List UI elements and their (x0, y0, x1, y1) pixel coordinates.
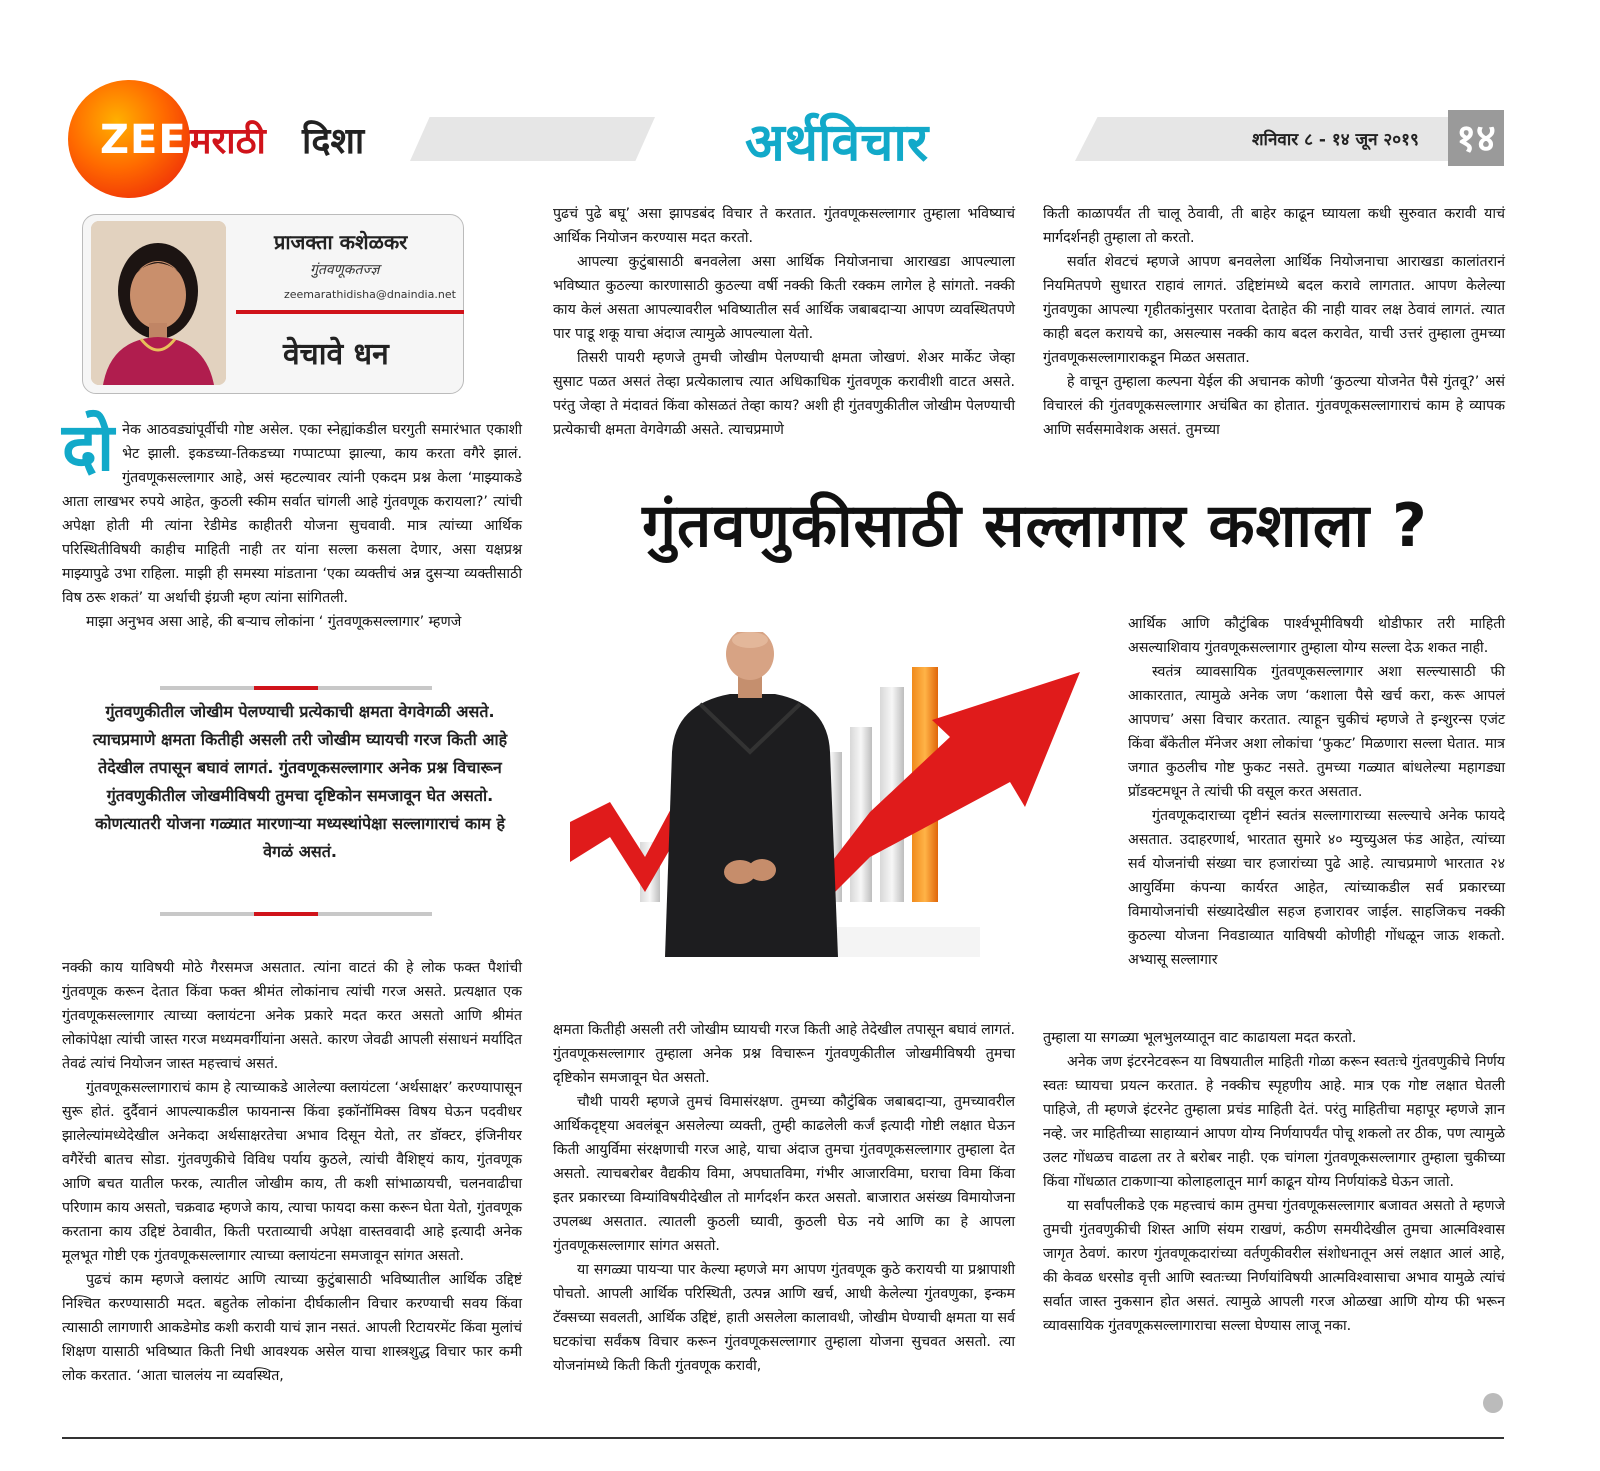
paragraph: या सर्वांपलीकडे एक महत्त्वाचं काम तुमचा गुंतवणूकसल्लागार बजावत असतो ते म्हणजे तुमची गुंतवणुकीची शिस्त आणि संयम राखणं, कठीण समयीदेखील तुमचा आत्मविश्वास जागृत ठेवणं. कारण गुंतवणूकदारांच्या वर्तणुकीवरील संशोधनातून असं लक्षात आलं आहे, की केवळ धरसोड वृत्ती आणि स्वतःच्या निर्णयांविषयी आत्मविश्वासाचा अभाव यामुळे त्यांचं सर्वात जास्त नुकसान होत असतं. त्यामुळे आपली गरज ओळखा आणि योग्य फी भरून व्यावसायिक गुंतवणूकसल्लागाराचा सल्ला घेण्यास लाजू नका. (1043, 1198, 1505, 1334)
header-band-left (410, 117, 655, 161)
col2-top-text (553, 202, 1015, 442)
paragraph: गुंतवणूकदाराच्या दृष्टीनं स्वतंत्र सल्लागाराच्या सल्ल्याचे अनेक फायदे असतात. उदाहरणार्थ, भारतात सुमारे ४० म्युच्युअल फंड आहेत, त्यांच्या सर्व योजनांची संख्या चार हजारांच्या पुढे आहे. त्याचप्रमाणे भारतात २४ आयुर्विमा कंपन्या कार्यरत आहेत, त्यांच्याकडील सर्व प्रकारच्या विमायोजनांची संख्यादेखील सहज हजारावर जाईल. साहजिकच नक्की कुठल्या योजना निवडाव्यात याविषयी कोणीही गोंधळून जाऊ शकतो. अभ्यासू सल्लागार (1128, 808, 1505, 968)
page-number: १४ (1448, 110, 1504, 166)
paragraph: आपल्या कुटुंबासाठी बनवलेला असा आर्थिक नियोजनाचा आराखडा आपल्याला भविष्यात कुठल्या कारणासाठी कुठल्या वर्षी नक्की किती रक्कम लागेल हे सांगतो. नक्की काय केलं असता आपल्यावरील भविष्यातील सर्व आर्थिक जबाबदाऱ्या आपण व्यवस्थितपणे पार पाडू शकू याचा अंदाज त्यामुळे आपल्याला येतो. (553, 254, 1015, 342)
paragraph: किती काळापर्यंत ती चालू ठेवावी, ती बाहेर काढून घ्यायला कधी सुरुवात करावी याचं मार्गदर्शनही तुम्हाला तो करतो. (1043, 206, 1505, 246)
section-title: अर्थविचार (745, 113, 929, 173)
author-name: प्राजक्ता कशेळकर (274, 230, 408, 254)
drop-cap: दो (62, 409, 115, 486)
paragraph: पुढचं काम म्हणजे क्लायंट आणि त्याच्या कुटुंबासाठी भविष्यातील आर्थिक उद्दिष्टं निश्चित करण्यासाठी मदत. बहुतेक लोकांना दीर्घकालीन विचार करण्याची सवय किंवा त्यासाठी लागणारी आकडेमोड कशी करावी याचं ज्ञान नसतं. आपली रिटायरमेंट किंवा मुलांचं शिक्षण यासाठी भविष्यात किती निधी आवश्यक असेल याचा शास्त्रशुद्ध विचार फार कमी लोक करतात. ‘आता चाललंय ना व्यवस्थित, (62, 1272, 522, 1384)
author-photo (91, 221, 226, 385)
paragraph: माझा अनुभव असा आहे, की बऱ्याच लोकांना ‘ गुंतवणूकसल्लागार’ म्हणजे (86, 614, 462, 630)
paragraph: तुम्हाला या सगळ्या भूलभुलय्यातून वाट काढायला मदत करतो. (1043, 1030, 1357, 1046)
end-marker-dot (1483, 1393, 1503, 1413)
paragraph: चौथी पायरी म्हणजे तुमचं विमासंरक्षण. तुमच्या कौटुंबिक जबाबदाऱ्या, तुमच्यावरील आर्थिकदृष्ट्या अवलंबून असलेल्या व्यक्ती, तुम्ही काढलेली कर्जं इत्यादी गोष्टी लक्षात घेऊन किती आयुर्विमा संरक्षणाची गरज आहे, याचा अंदाज तुमचा गुंतवणूकसल्लागार तुम्हाला देत असतो. त्याचबरोबर वैद्यकीय विमा, अपघातविमा, गंभीर आजारविमा, घराचा विमा किंवा इतर प्रकारच्या विम्यांविषयीदेखील तो मार्गदर्शन करत असतो. बाजारात असंख्य विमायोजना उपलब्ध असतात. त्यातली कुठली घ्यावी, कुठली घेऊ नये आणि का हे आपला गुंतवणूकसल्लागार सांगत असतो. (553, 1094, 1015, 1254)
issue-date: शनिवार ८ - १४ जून २०१९ (1252, 130, 1419, 150)
pullquote-accent-bottom (254, 912, 318, 916)
column-name: वेचावे धन (283, 337, 389, 372)
brand-logo-zee: ZEE (100, 117, 187, 163)
author-email[interactable]: zeemarathidisha@dnaindia.net (284, 288, 456, 301)
paragraph (62, 409, 522, 610)
col2-bottom-text (553, 1018, 1015, 1378)
pullquote-accent-top (254, 686, 318, 690)
article-illustration (570, 632, 1085, 957)
author-divider (236, 310, 464, 314)
page-bottom-rule (62, 1437, 1504, 1439)
paragraph: या सगळ्या पायऱ्या पार केल्या म्हणजे मग आपण गुंतवणूक कुठे करायची या प्रश्नापाशी पोचतो. आपली आर्थिक परिस्थिती, उत्पन्न आणि खर्च, आधी केलेल्या गुंतवणुका, इन्कम टॅक्सच्या सवलती, आर्थिक उद्दिष्टं, हाती असलेला कालावधी, जोखीम घेण्याची क्षमता या सर्व घटकांचा सर्वंकष विचार करून गुंतवणूकसल्लागार तुम्हाला योजना सुचवत असतो. त्या योजनांमध्ये किती किती गुंतवणूक करावी, (553, 1262, 1015, 1374)
paragraph: स्वतंत्र व्यावसायिक गुंतवणूकसल्लागार अशा सल्ल्यासाठी फी आकारतात, त्यामुळे अनेक जण ‘कशाला पैसे खर्च करा, करू आपलं आपणच’ असा विचार करतात. त्याहून चुकीचं म्हणजे ते इन्शुरन्स एजंट किंवा बँकेतील मॅनेजर अशा लोकांचा ‘फुकट’ मिळणारा सल्ला घेतात. मात्र जगात कुठलीच गोष्ट फुकट नसते. तुमच्या गळ्यात बांधलेल्या महागड्या प्रॉडक्टमधून ते त्यांची फी वसूल करत असतात. (1128, 664, 1505, 800)
col1-top-text (62, 409, 522, 634)
article-headline: गुंतवणुकीसाठी सल्लागार कशाला ? (642, 491, 1428, 561)
brand-logo-disha: दिशा (302, 121, 365, 162)
col3-bottom-text (1128, 612, 1505, 972)
paragraph: आर्थिक आणि कौटुंबिक पार्श्वभूमीविषयी थोडीफार तरी माहिती असल्याशिवाय गुंतवणूकसल्लागार तुम्हाला योग्य सल्ला देऊ शकत नाही. (1128, 616, 1505, 656)
paragraph: क्षमता कितीही असली तरी जोखीम घ्यायची गरज किती आहे तेदेखील तपासून बघावं लागतं. गुंतवणूकसल्लागार तुम्हाला अनेक प्रश्न विचारून गुंतवणुकीतील जोखमीविषयी तुमचा दृष्टिकोन समजावून घेत असतो. (553, 1022, 1015, 1086)
col1-bottom-text (62, 956, 522, 1388)
paragraph: सर्वात शेवटचं म्हणजे आपण बनवलेला आर्थिक नियोजनाचा आराखडा कालांतरानं नियमितपणे सुधारत राहावं लागतं. उद्दिष्टांमध्ये बदल करावे लागतात. आपण केलेल्या गुंतवणुका आपल्या गृहीतकांनुसार परतावा देताहेत की नाही यावर लक्ष ठेवावं लागतं. त्यात काही बदल करायचे का, असल्यास नक्की काय बदल करावेत, याची उत्तरं तुम्हाला तुमच्या गुंतवणूकसल्लागाराकडून मिळत असतात. (1043, 254, 1505, 366)
brand-logo-marathi: मराठी (190, 121, 266, 162)
author-role: गुंतवणूकतज्ज्ञ (310, 262, 380, 278)
paragraph: अनेक जण इंटरनेटवरून या विषयातील माहिती गोळा करून स्वतःचे गुंतवणुकीचे निर्णय स्वतः घ्यायचा प्रयत्न करतात. हे नक्कीच स्पृहणीय आहे. मात्र एक गोष्ट लक्षात घेतली पाहिजे, ती म्हणजे इंटरनेट तुम्हाला प्रचंड माहिती देतं. परंतु माहितीचा महापूर म्हणजे ज्ञान नव्हे. जर माहितीच्या साहाय्यानं आपण योग्य निर्णयापर्यंत पोचू शकलो तर ठीक, पण त्यामुळे उलट गोंधळच वाढला तर ते बरोबर नाही. एक चांगला गुंतवणूकसल्लागार तुम्हाला चुकीच्या किंवा गोंधळात टाकणाऱ्या कोलाहलातून मार्ग काढून योग्य निर्णयांकडे घेऊन जातो. (1043, 1054, 1505, 1190)
paragraph: गुंतवणूकसल्लागाराचं काम हे त्याच्याकडे आलेल्या क्लायंटला ‘अर्थसाक्षर’ करण्यापासून सुरू होतं. दुर्दैवानं आपल्याकडील फायनान्स किंवा इकॉनॉमिक्स विषय घेऊन पदवीधर झालेल्यांमध्येदेखील अनेकदा अर्थसाक्षरतेचा अभाव दिसून येतो, तर डॉक्टर, इंजिनीयर वगैरेंची बातच सोडा. गुंतवणुकीचे विविध पर्याय कुठले, त्यांची वैशिष्ट्यं काय, गुंतवणूक आणि बचत यातील फरक, त्यातील जोखीम काय, ती कशी सांभाळायची, चलनवाढीचा परिणाम काय असतो, चक्रवाढ म्हणजे काय, त्याचा फायदा कसा करून घेता येतो, गुंतवणूक करताना काय उद्दिष्टं ठेवावीत, किती परताव्याची अपेक्षा वास्तववादी आहे इत्यादी अनेक मूलभूत गोष्टी एक गुंतवणूकसल्लागार त्याच्या क्लायंटना समजावून सांगत असतो. (62, 1080, 522, 1264)
col3-full-text (1043, 1026, 1505, 1338)
paragraph: तिसरी पायरी म्हणजे तुमची जोखीम पेलण्याची क्षमता जोखणं. शेअर मार्केट जेव्हा सुसाट पळत असतं तेव्हा प्रत्येकालाच त्यात अधिकाधिक गुंतवणूक करावीशी वाटत असते. परंतु जेव्हा ते मंदावतं किंवा कोसळतं तेव्हा काय? अशी ही गुंतवणुकीतील जोखीम पेलण्याची प्रत्येकाची क्षमता वेगवेगळी असते. त्याचप्रमाणे (553, 350, 1015, 438)
pull-quote: गुंतवणुकीतील जोखीम पेलण्याची प्रत्येकाची क्षमता वेगवेगळी असते. त्याचप्रमाणे क्षमता कितीही असली तरी जोखीम घ्यायची गरज किती आहे तेदेखील तपासून बघावं लागतं. गुंतवणूकसल्लागार अनेक प्रश्न विचारून गुंतवणुकीतील जोखमीविषयी तुमचा दृष्टिकोन समजावून घेत असतो. कोणत्यातरी योजना गळ्यात मारणाऱ्या मध्यस्थांपेक्षा सल्लागाराचं काम हे वेगळं असतं. (92, 702, 508, 861)
col3-top-text (1043, 202, 1505, 442)
paragraph: पुढचं पुढे बघू’ असा झापडबंद विचार ते करतात. गुंतवणूकसल्लागार तुम्हाला भविष्याचं आर्थिक नियोजन करण्यास मदत करतो. (553, 206, 1015, 246)
paragraph: नक्की काय याविषयी मोठे गैरसमज असतात. त्यांना वाटतं की हे लोक फक्त पैशांची गुंतवणूक करून देतात किंवा फक्त श्रीमंत लोकांनाच त्यांची गरज असते. प्रत्यक्षात एक गुंतवणूकसल्लागार त्याच्या क्लायंटना अनेक प्रकारे मदत करत असतो आणि श्रीमंत लोकांपेक्षा त्यांची जास्त गरज मध्यमवर्गीयांना असते. कारण जेवढी आपली संसाधनं मर्यादित तेवढं त्यांचं नियोजन जास्त महत्त्वाचं असतं. (62, 960, 522, 1072)
paragraph-text: नेक आठवड्यांपूर्वीची गोष्ट असेल. एका स्नेह्यांकडील घरगुती समारंभात एकाशी भेट झाली. इकडच्या-तिकडच्या गप्पाटप्पा झाल्या, काय करता वगैरे झालं. गुंतवणूकसल्लागार आहे, असं म्हटल्यावर त्यांनी एकदम प्रश्न केला ‘माझ्याकडे आता लाखभर रुपये आहेत, कुठली स्कीम सर्वात चांगली आहे गुंतवणूक करायला?’ त्यांची अपेक्षा होती मी त्यांना रेडीमेड काहीतरी योजना सुचवावी. मात्र त्यांच्या आर्थिक परिस्थितीविषयी काहीच माहिती नाही तर यांना सल्ला कसला देणार, असा यक्षप्रश्न माझ्यापुढे उभा राहिला. माझी ही समस्या मांडताना ‘एका व्यक्तीचं अन्न दुसऱ्या व्यक्तीसाठी विष ठरू शकतं’ या अर्थाची इंग्रजी म्हण त्यांना सांगितली. (62, 422, 522, 606)
businessman-growth-chart-icon (570, 632, 1085, 957)
paragraph: हे वाचून तुम्हाला कल्पना येईल की अचानक कोणी ‘कुठल्या योजनेत पैसे गुंतवू?’ असं विचारलं की गुंतवणूकसल्लागार अचंबित का होतात. गुंतवणूकसल्लागाराचं काम हे व्यापक आणि सर्वसमावेशक असतं. तुमच्या (1043, 374, 1505, 438)
author-portrait-icon (91, 221, 226, 385)
